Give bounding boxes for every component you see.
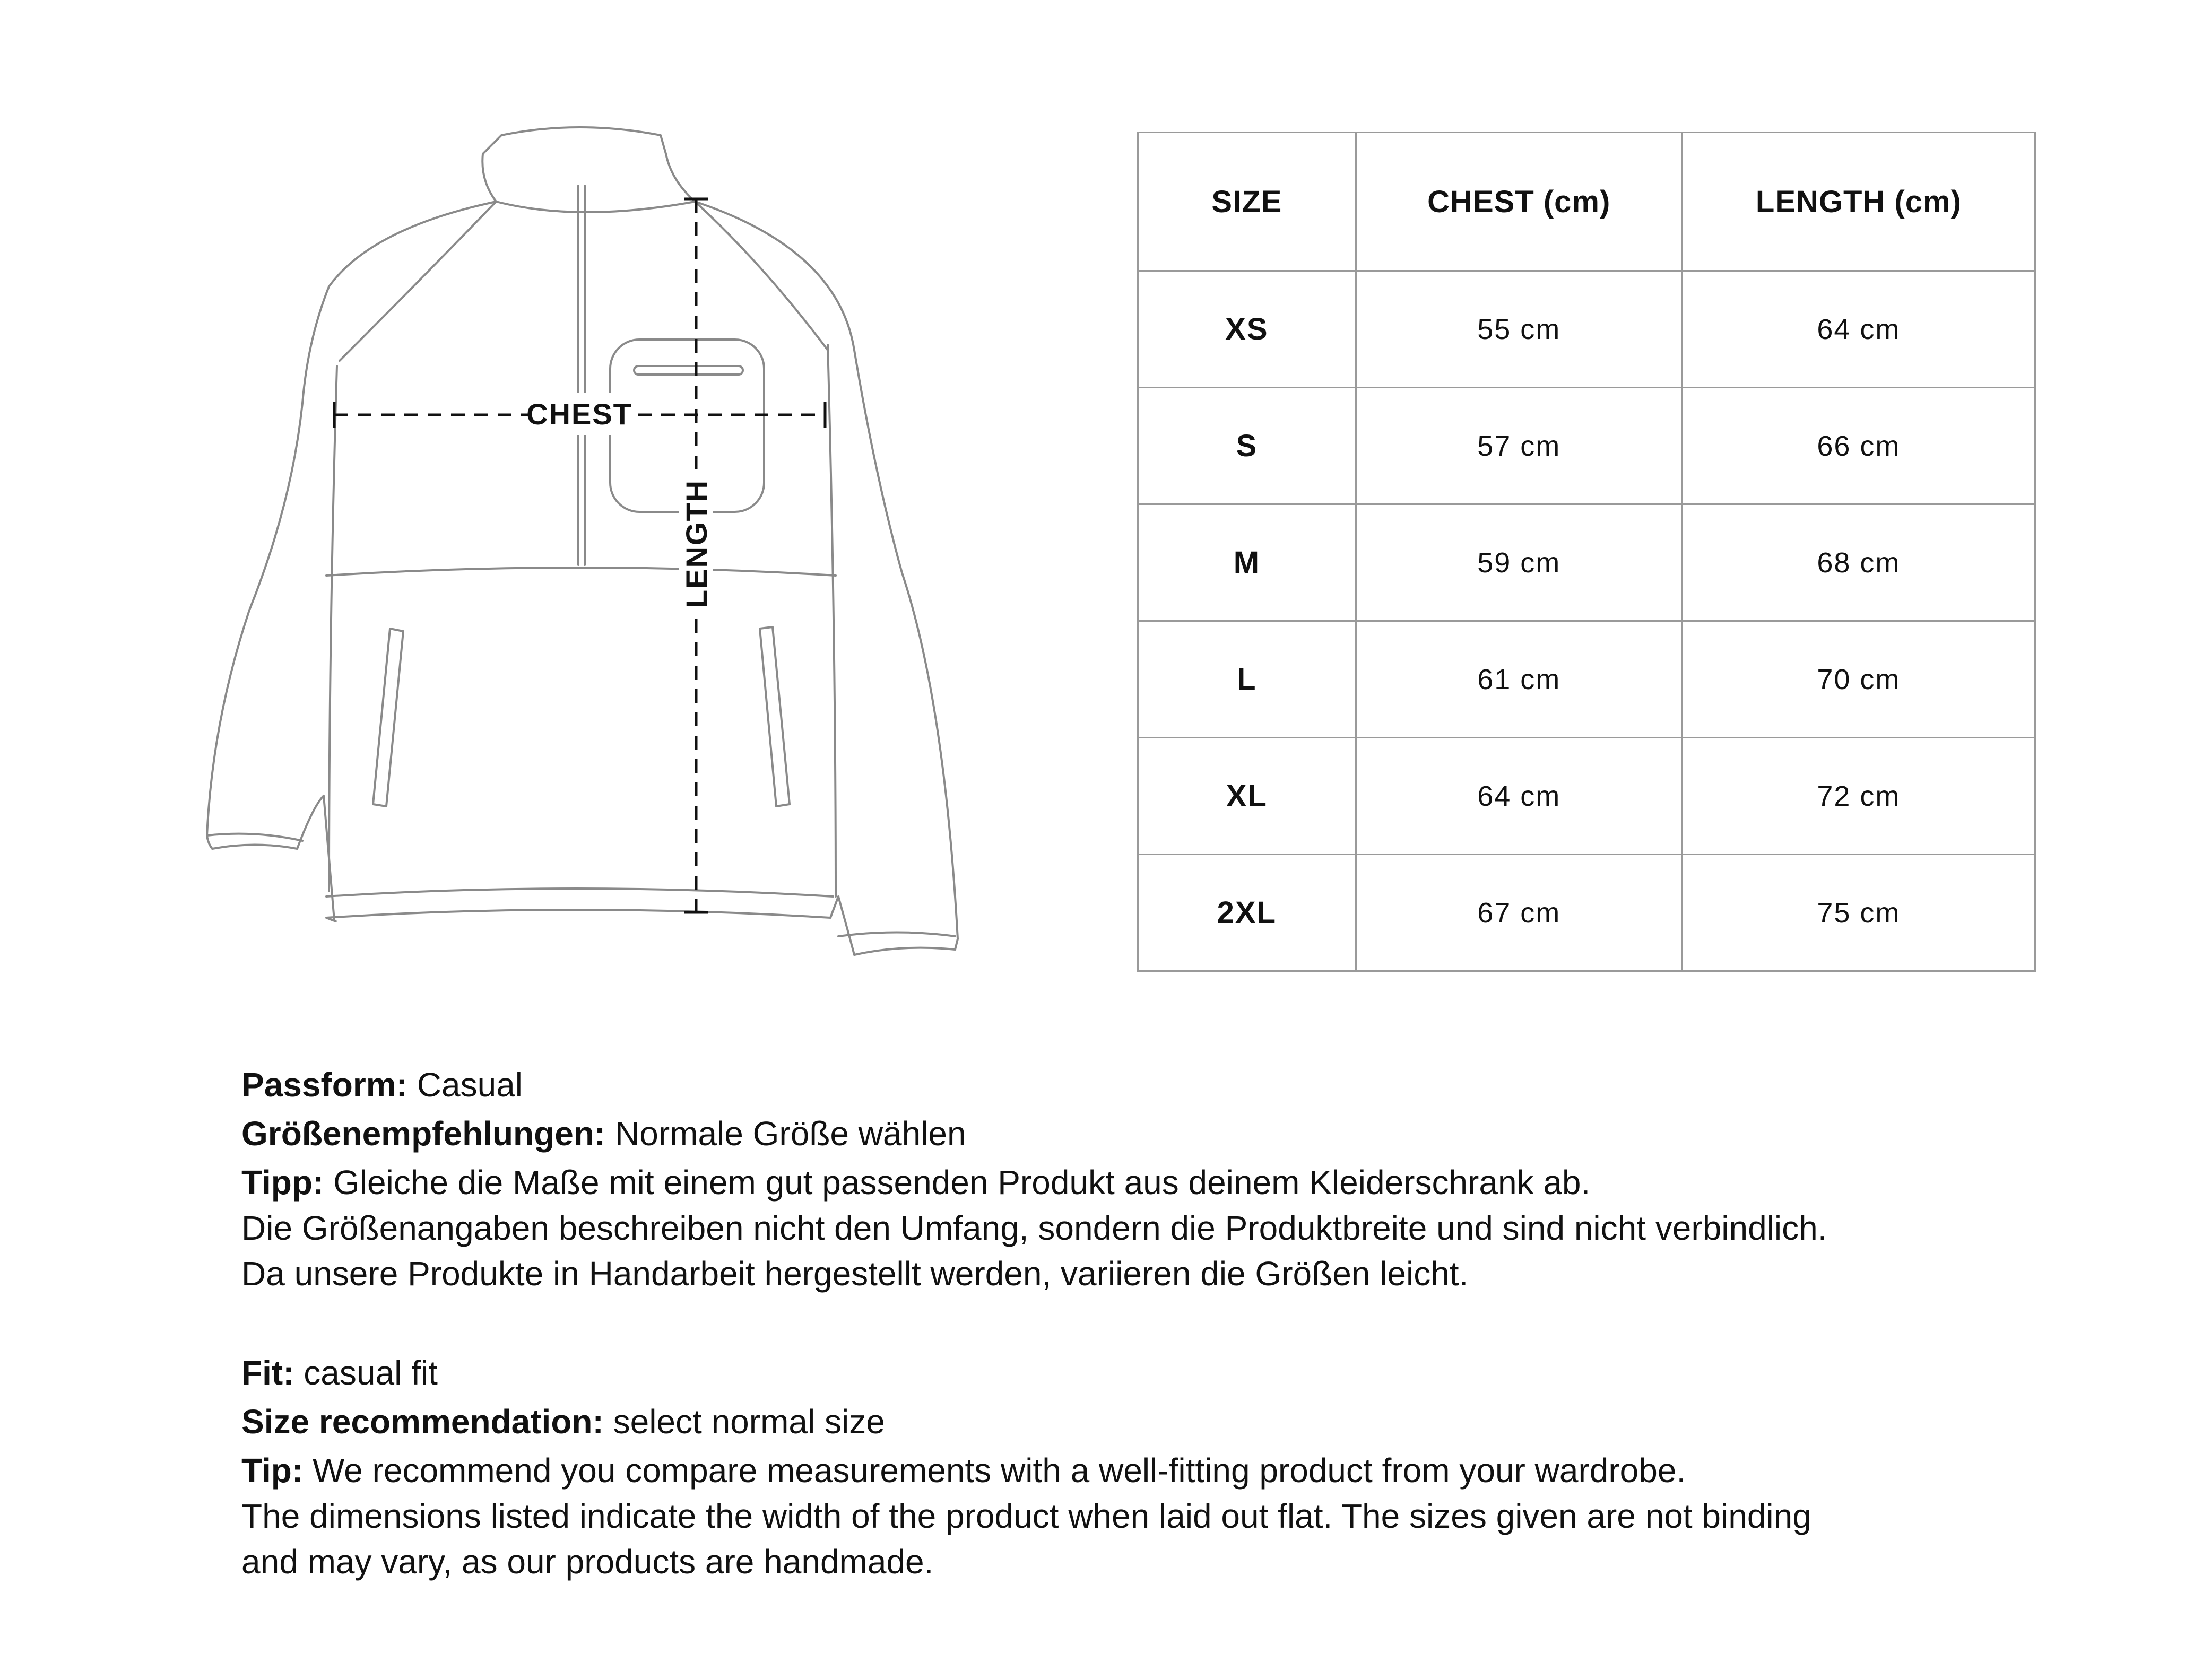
- length-cell: 68 cm: [1682, 504, 2035, 621]
- table-row: [1138, 271, 2035, 388]
- collar: [482, 127, 695, 212]
- tip-line-3: Da unsere Produkte in Handarbeit hergestellt werden, variieren die Größen leicht.: [241, 1255, 1469, 1293]
- table-row: [1138, 504, 2035, 621]
- length-label: LENGTH: [680, 479, 713, 608]
- table-row: [1138, 388, 2035, 504]
- fit-line: [241, 1062, 2099, 1108]
- recommendation-line: [241, 1399, 2099, 1444]
- left-hand-pocket: [373, 629, 403, 806]
- length-cell: 70 cm: [1682, 621, 2035, 738]
- chest-cell: 57 cm: [1356, 388, 1682, 504]
- size-cell: XL: [1138, 738, 1356, 855]
- size-cell: L: [1138, 621, 1356, 738]
- tip-value: Gleiche die Maße mit einem gut passenden Produkt aus deinem Kleiderschrank ab.: [324, 1163, 1591, 1202]
- tip-line: [241, 1448, 2099, 1493]
- size-cell: 2XL: [1138, 855, 1356, 971]
- tip-label: Tipp:: [241, 1163, 324, 1202]
- recommendation-label: Size recommendation:: [241, 1403, 604, 1441]
- recommendation-value: select normal size: [603, 1403, 885, 1441]
- chest-cell: 61 cm: [1356, 621, 1682, 738]
- tip-value: We recommend you compare measurements with a well-fitting product from your wardrobe.: [303, 1451, 1686, 1490]
- tip-line: [241, 1160, 2099, 1205]
- chest-cell: 59 cm: [1356, 504, 1682, 621]
- recommendation-line: [241, 1111, 2099, 1156]
- notes-german: [241, 1062, 2099, 1300]
- fit-label: Passform:: [241, 1066, 407, 1104]
- fit-value: casual fit: [294, 1354, 438, 1392]
- table-header-row: [1138, 133, 2035, 271]
- right-hand-pocket: [760, 627, 790, 806]
- size-table: [1137, 132, 2036, 972]
- header-size: SIZE: [1138, 133, 1356, 271]
- header-length: LENGTH (cm): [1682, 133, 2035, 271]
- fit-line: [241, 1350, 2099, 1396]
- jacket-body: [207, 202, 958, 955]
- tip-line-2: The dimensions listed indicate the width of the product when laid out flat. The sizes given are not binding: [241, 1497, 1811, 1535]
- chest-label: CHEST: [526, 397, 632, 431]
- size-cell: XS: [1138, 271, 1356, 388]
- table-row: [1138, 738, 2035, 855]
- size-cell: M: [1138, 504, 1356, 621]
- tip-line-3: and may vary, as our products are handmade.: [241, 1543, 934, 1581]
- chest-cell: 67 cm: [1356, 855, 1682, 971]
- jacket-illustration: [191, 122, 976, 981]
- recommendation-value: Normale Größe wählen: [605, 1115, 966, 1153]
- length-cell: 75 cm: [1682, 855, 2035, 971]
- recommendation-label: Größenempfehlungen:: [241, 1115, 606, 1153]
- fit-label: Fit:: [241, 1354, 294, 1392]
- chest-cell: 64 cm: [1356, 738, 1682, 855]
- fit-value: Casual: [407, 1066, 523, 1104]
- header-chest: CHEST (cm): [1356, 133, 1682, 271]
- table-row: [1138, 621, 2035, 738]
- tip-label: Tip:: [241, 1451, 304, 1490]
- notes-english: [241, 1350, 2099, 1588]
- length-cell: 72 cm: [1682, 738, 2035, 855]
- tip-line-2: Die Größenangaben beschreiben nicht den Umfang, sondern die Produktbreite und sind nicht verbindlich.: [241, 1209, 1827, 1247]
- table-row: [1138, 855, 2035, 971]
- length-cell: 64 cm: [1682, 271, 2035, 388]
- chest-cell: 55 cm: [1356, 271, 1682, 388]
- length-cell: 66 cm: [1682, 388, 2035, 504]
- size-cell: S: [1138, 388, 1356, 504]
